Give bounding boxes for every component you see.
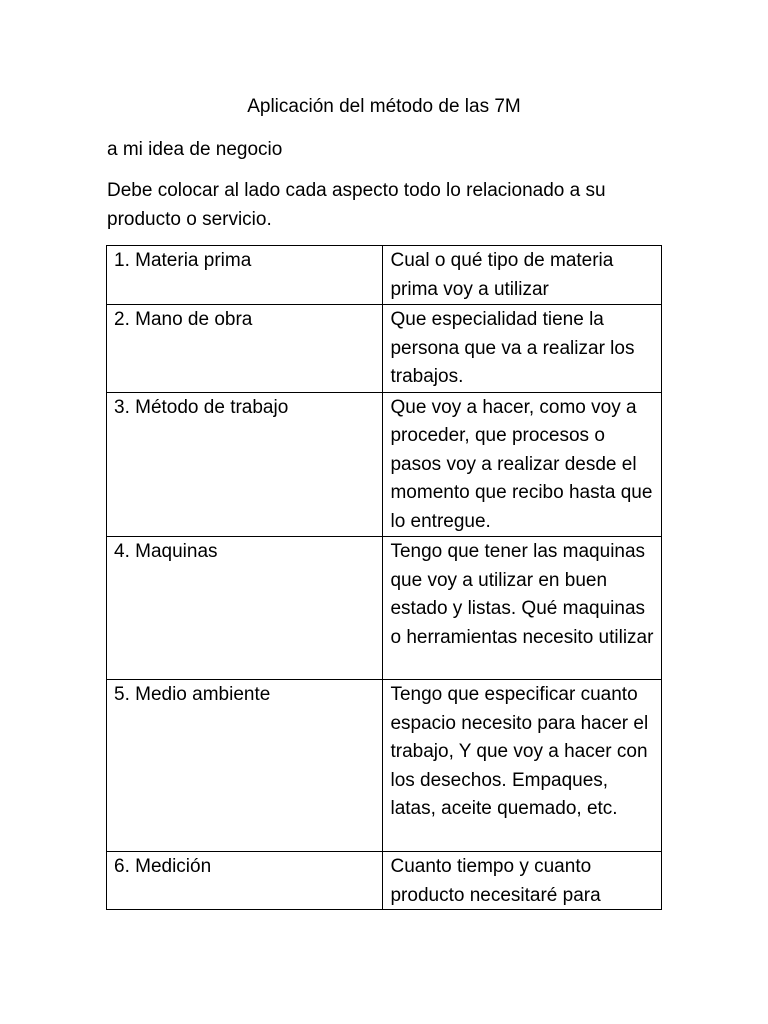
description-text: Cuanto tiempo y cuanto producto necesitaré para [390,856,601,906]
description-cell: Que especialidad tiene la persona que va a realizar los trabajos. [383,305,662,393]
aspect-cell: 2. Mano de obra [107,305,383,393]
table-row [107,852,662,910]
description-cell: Que voy a hacer, como voy a proceder, que procesos o pasos voy a realizar desde el momento que recibo hasta que lo entregue. [383,392,662,537]
table-row [107,680,662,852]
document-subtitle: a mi idea de negocio [107,139,283,160]
table-row [107,305,662,393]
aspect-cell: 5. Medio ambiente [107,680,383,852]
document-title: Aplicación del método de las 7M [247,96,521,117]
instruction-text-line-1: Debe colocar al lado cada aspecto todo lo relacionado a su [107,180,606,201]
description-cell: Tengo que tener las maquinas que voy a utilizar en buen estado y listas. Qué maquinas o herramientas necesito utilizar [383,537,662,680]
seven-m-table [106,245,662,910]
table-row [107,537,662,680]
description-cell [383,852,662,910]
table-row [107,392,662,537]
aspect-cell: 4. Maquinas [107,537,383,680]
aspect-cell: 1. Materia prima [107,246,383,305]
aspect-cell: 6. Medición [107,852,383,910]
description-cell: Tengo que especificar cuanto espacio necesito para hacer el trabajo, Y que voy a hacer con los desechos. Empaques, latas, aceite quemado, etc. [383,680,662,852]
aspect-cell: 3. Método de trabajo [107,392,383,537]
description-cell: Cual o qué tipo de materia prima voy a utilizar [383,246,662,305]
instruction-text-line-2: producto o servicio. [107,209,272,230]
table-row [107,246,662,305]
